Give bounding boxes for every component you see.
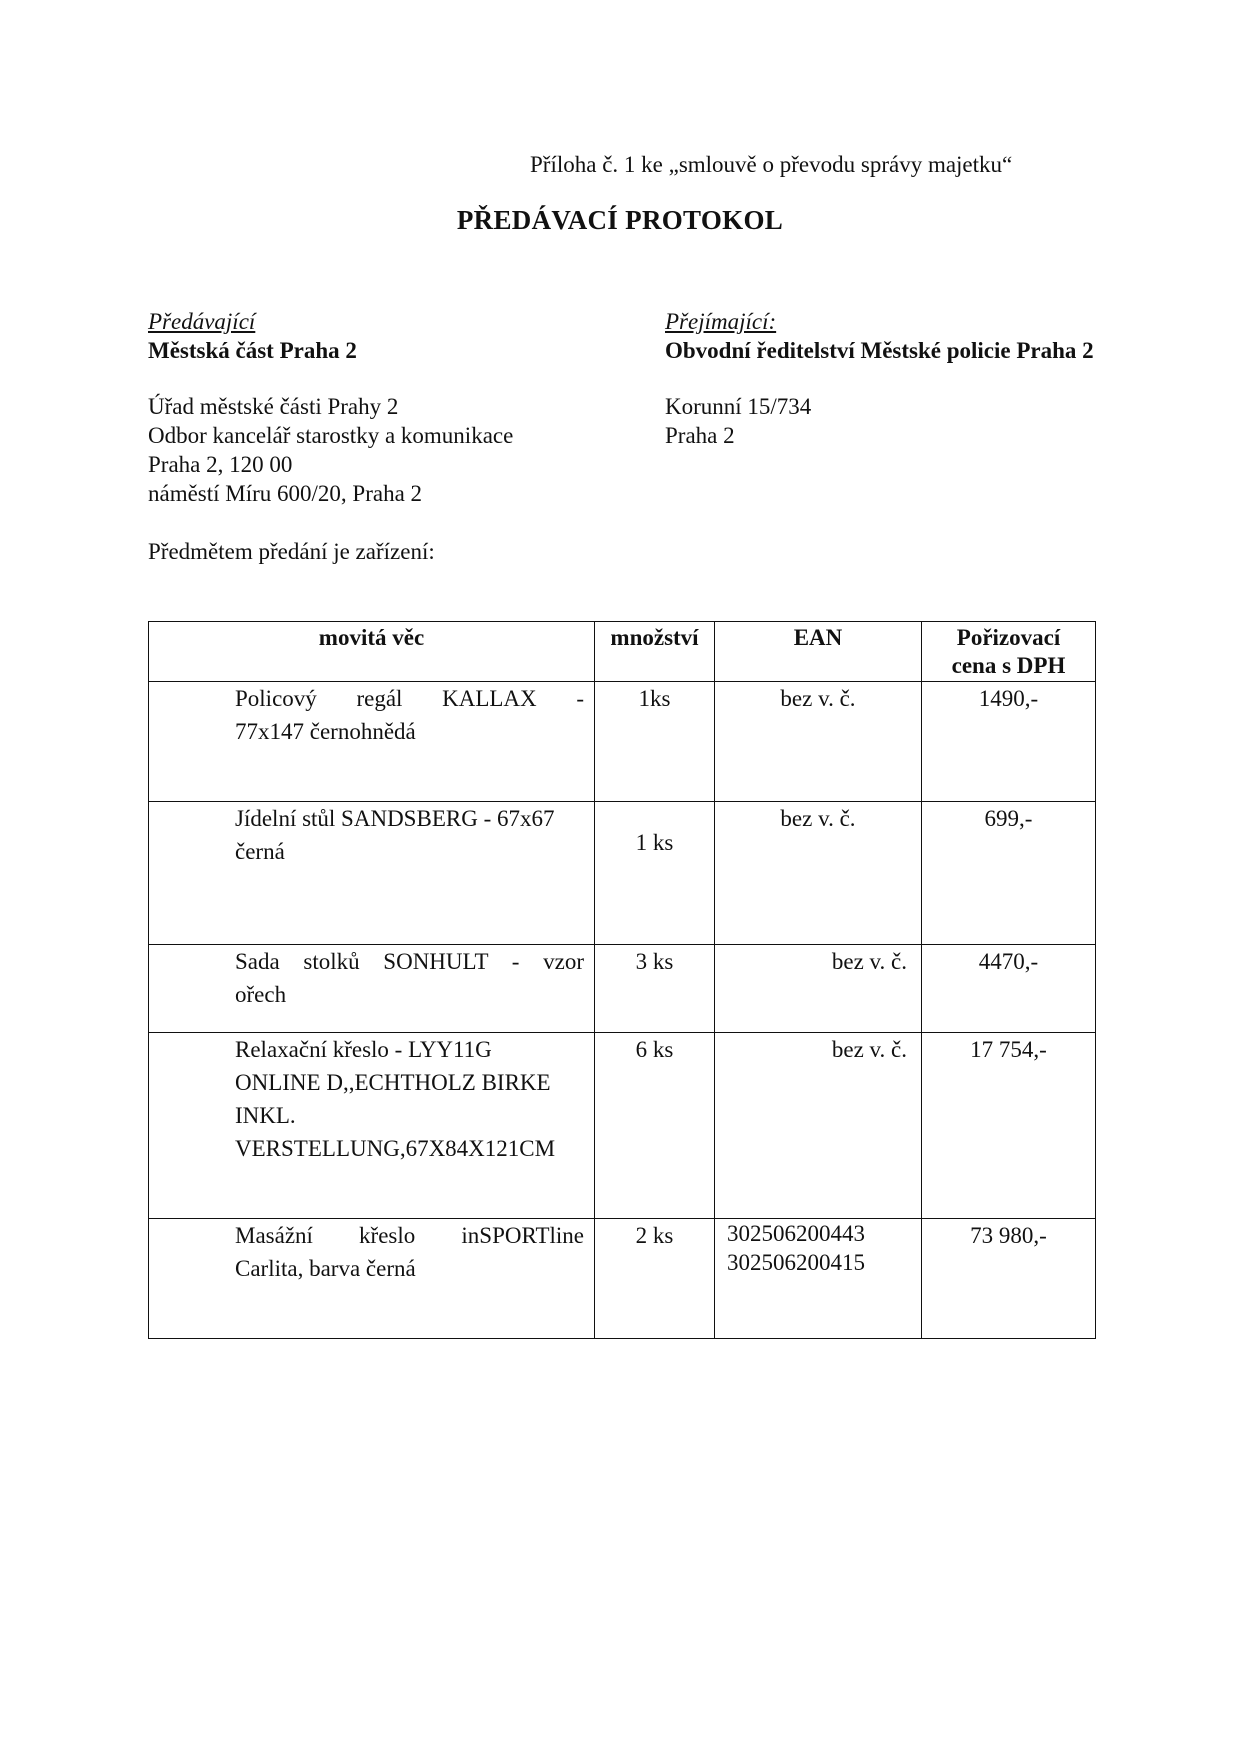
receiver-address-line: Praha 2 — [665, 423, 735, 448]
receiver-role-label: Přejímající: — [665, 309, 777, 334]
item-line: INKL. — [235, 1103, 296, 1128]
header-price — [922, 622, 1096, 682]
handover-address-line: Praha 2, 120 00 — [148, 452, 293, 477]
item-ean: bez v. č. — [715, 802, 922, 945]
receiver-address-line: Korunní 15/734 — [665, 394, 812, 419]
item-line: 77x147 černohnědá — [235, 719, 416, 744]
item-quantity: 6 ks — [595, 1033, 715, 1219]
header-price-line: Pořizovací — [956, 625, 1061, 650]
item-quantity: 2 ks — [595, 1219, 715, 1339]
item-quantity: 3 ks — [595, 945, 715, 1033]
item-price: 699,- — [922, 802, 1096, 945]
item-line: Relaxační křeslo - LYY11G — [235, 1037, 492, 1062]
table-row — [149, 802, 1096, 945]
table-row — [149, 1033, 1096, 1219]
item-line: Carlita, barva černá — [235, 1256, 416, 1281]
handover-party — [148, 307, 648, 365]
item-description — [149, 945, 595, 1033]
item-price: 1490,- — [922, 682, 1096, 802]
item-line: ONLINE D,,ECHTHOLZ BIRKE — [235, 1070, 551, 1095]
equipment-table — [148, 621, 1096, 1339]
item-quantity — [595, 802, 715, 945]
item-line: ořech — [235, 982, 287, 1007]
item-description — [149, 682, 595, 802]
item-ean: bez v. č. — [715, 1033, 922, 1219]
item-ean: bez v. č. — [715, 682, 922, 802]
handover-address-line: Odbor kancelář starostky a komunikace — [148, 423, 514, 448]
item-ean — [715, 1219, 922, 1339]
ean-code: 302506200443 — [727, 1221, 865, 1246]
item-line: Sada stolků SONHULT - vzor — [235, 949, 584, 974]
receiver-address — [665, 392, 1165, 450]
handover-address — [148, 392, 648, 508]
item-line: Jídelní stůl SANDSBERG - 67x67 — [235, 806, 555, 831]
table-row — [149, 682, 1096, 802]
handover-party-name: Městská část Praha 2 — [148, 338, 357, 363]
handover-role-label: Předávající — [148, 309, 256, 334]
receiver-party — [665, 307, 1185, 365]
handover-address-line: Úřad městské části Prahy 2 — [148, 394, 399, 419]
item-price: 73 980,- — [922, 1219, 1096, 1339]
table-header-row — [149, 622, 1096, 682]
item-line: VERSTELLUNG,67X84X121CM — [235, 1136, 556, 1161]
header-item: movitá věc — [149, 622, 595, 682]
ean-code: 302506200415 — [727, 1250, 865, 1275]
header-quantity: množství — [595, 622, 715, 682]
annex-reference: Příloha č. 1 ke „smlouvě o převodu správy majetku“ — [530, 152, 1013, 177]
item-quantity: 1ks — [595, 682, 715, 802]
item-line: Policový regál KALLAX - — [235, 686, 584, 711]
item-description — [149, 802, 595, 945]
table-row — [149, 1219, 1096, 1339]
item-price: 4470,- — [922, 945, 1096, 1033]
receiver-party-name: Obvodní ředitelství Městské policie Praha 2 — [665, 338, 1094, 363]
item-ean: bez v. č. — [715, 945, 922, 1033]
item-description — [149, 1033, 595, 1219]
header-price-line: cena s DPH — [951, 653, 1066, 678]
item-line: černá — [235, 839, 285, 864]
handover-address-line: náměstí Míru 600/20, Praha 2 — [148, 481, 423, 506]
handover-subject: Předmětem předání je zařízení: — [148, 539, 435, 564]
header-ean: EAN — [715, 622, 922, 682]
item-description — [149, 1219, 595, 1339]
item-line: Masážní křeslo inSPORTline — [235, 1223, 584, 1248]
document-title: PŘEDÁVACÍ PROTOKOL — [456, 205, 784, 235]
item-price: 17 754,- — [922, 1033, 1096, 1219]
item-quantity-value: 1 ks — [635, 830, 674, 855]
table-row — [149, 945, 1096, 1033]
